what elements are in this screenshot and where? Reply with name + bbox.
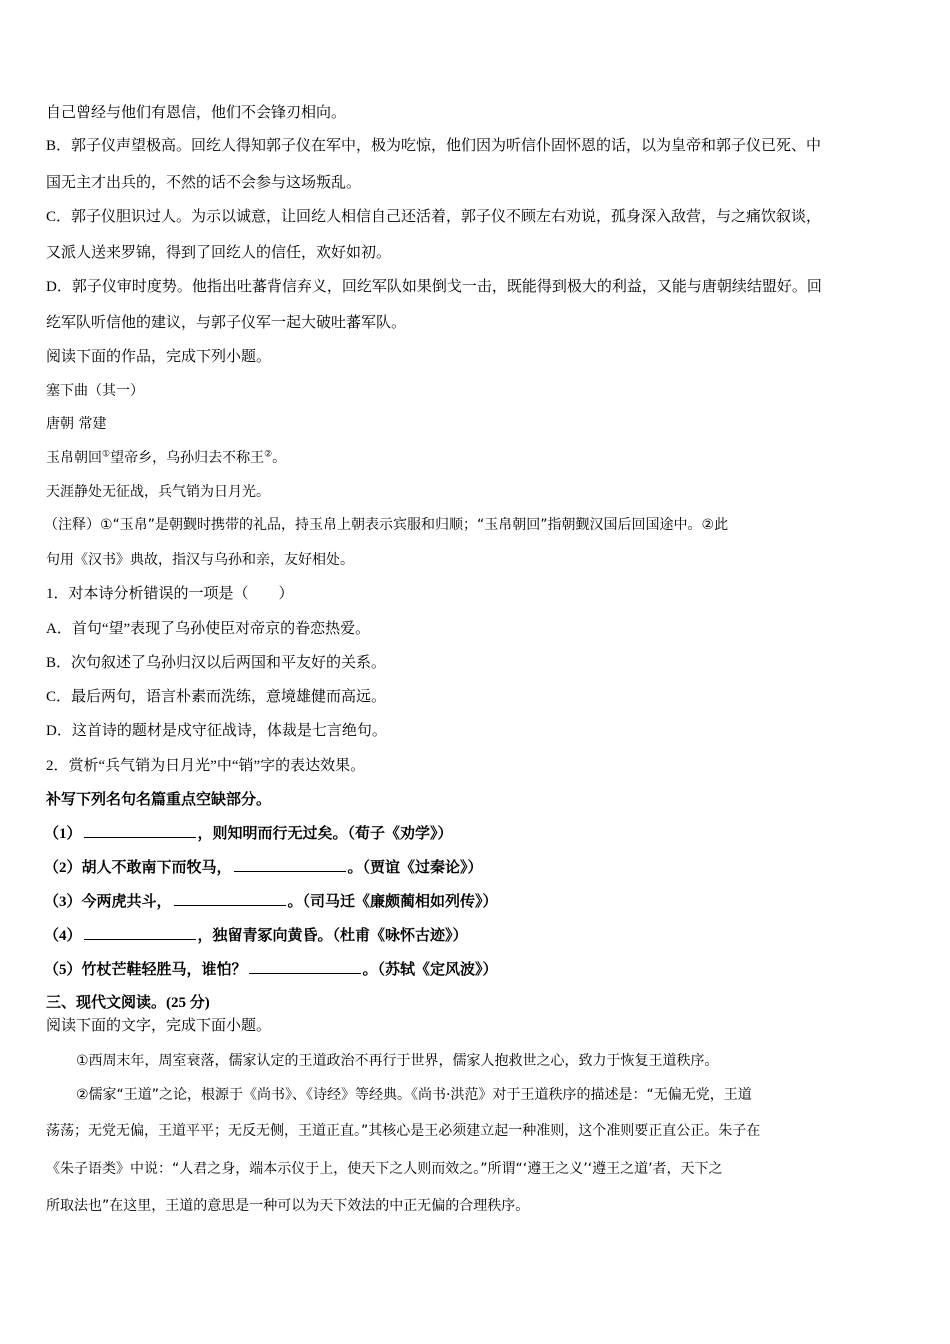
poem-author: 唐朝 常建	[46, 416, 107, 432]
poem-line-2: 天涯静处无征战，兵气销为日月光。	[46, 484, 270, 500]
modern-reading-intro: 阅读下面的文字，完成下面小题。	[46, 1018, 272, 1034]
question-1-option-a: A．首句“望”表现了乌孙使臣对帝京的眷恋热爱。	[46, 621, 371, 637]
fill-item-5: （5）竹杖芒鞋轻胜马，谁怕？ 。（苏轼《定风波》）	[44, 959, 906, 980]
question-2: 2．赏析“兵气销为日月光”中“销”字的表达效果。	[46, 758, 366, 774]
answer-blank	[249, 959, 361, 974]
question-1-option-c: C．最后两句，语言朴素而洗练，意境雄健而高远。	[46, 689, 387, 705]
answer-blank	[84, 823, 196, 838]
fill-item-4: （4） ，独留青冢向黄昏。（杜甫《咏怀古迹》）	[44, 925, 906, 946]
fill-item-1: （1） ，则知明而行无过矣。（荀子《劝学》）	[44, 823, 906, 844]
poem-line-1: 玉帛朝回①望帝乡，乌孙归去不称王②。	[46, 449, 287, 466]
fill-item-2: （2）胡人不敢南下而牧马， 。（贾谊《过秦论》）	[44, 857, 906, 878]
fill-heading: 补写下列名句名篇重点空缺部分。	[46, 792, 272, 808]
paragraph-2-line3: 《朱子语类》中说：“人君之身，端本示仪于上，使天下之人则而效之。”所谓“‘遵王之义’‘遵王之道’者，天下之	[46, 1161, 723, 1177]
option-c-line1: C．郭子仪胆识过人。为示以诚意，让回纥人相信自己还活着，郭子仪不顾左右劝说，孤身深入敌营，与之痛饮叙谈，	[46, 209, 822, 225]
option-c-line2: 又派人送来罗锦，得到了回纥人的信任，欢好如初。	[46, 245, 392, 261]
answer-blank	[174, 891, 286, 906]
option-b-line1: B．郭子仪声望极高。回纥人得知郭子仪在军中，极为吃惊，他们因为听信仆固怀恩的话，以为皇帝和郭子仪已死、中	[46, 138, 822, 154]
fill-item-3: （3）今两虎共斗， 。（司马迁《廉颇蔺相如列传》）	[44, 891, 906, 912]
poem-note-line1: （注释）①“玉帛”是朝觐时携带的礼品，持玉帛上朝表示宾服和归顺；“玉帛朝回”指朝觐汉国后回国途中。②此	[44, 517, 729, 533]
paragraph-2-line2: 荡荡；无党无偏，王道平平；无反无侧，王道正直。”其核心是王必须建立起一种准则，这个准则要正直公正。朱子在	[46, 1123, 761, 1139]
question-1-option-b: B．次句叙述了乌孙归汉以后两国和平友好的关系。	[46, 655, 387, 671]
poem-note-line2: 句用《汉书》典故，指汉与乌孙和亲，友好相处。	[46, 552, 354, 568]
question-1-option-d: D．这首诗的题材是戍守征战诗，体裁是七言绝句。	[46, 723, 387, 739]
option-d-line2: 纥军队听信他的建议，与郭子仪军一起大破吐蕃军队。	[46, 315, 407, 331]
answer-blank	[234, 857, 346, 872]
option-a-continuation: 自己曾经与他们有恩信，他们不会锋刃相向。	[46, 105, 347, 121]
paragraph-2-line1: ②儒家“王道”之论，根源于《尚书》、《诗经》等经典。《尚书·洪范》对于王道秩序的描述是：“无偏无党，王道	[76, 1087, 752, 1103]
answer-blank	[84, 925, 196, 940]
paragraph-1: ①西周末年，周室衰落，儒家认定的王道政治不再行于世界，儒家人抱救世之心，致力于恢复王道秩序。	[76, 1053, 719, 1069]
question-1: 1．对本诗分析错误的一项是（ ）	[46, 586, 294, 602]
option-d-line1: D．郭子仪审时度势。他指出吐蕃背信弃义，回纥军队如果倒戈一击，既能得到极大的利益，又能与唐朝续结盟好。回	[46, 279, 822, 295]
modern-reading-heading: 三、现代文阅读。(25 分)	[46, 995, 210, 1011]
poem-title: 塞下曲（其一）	[46, 383, 144, 399]
poem-intro: 阅读下面的作品，完成下列小题。	[46, 349, 272, 365]
option-b-line2: 国无主才出兵的，不然的话不会参与这场叛乱。	[46, 175, 362, 191]
paragraph-2-line4: 所取法也”在这里，王道的意思是一种可以为天下效法的中正无偏的合理秩序。	[46, 1198, 530, 1214]
